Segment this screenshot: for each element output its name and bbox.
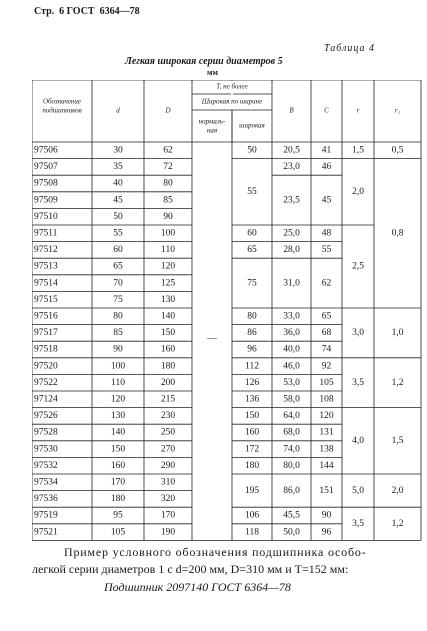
designation-cell: 97522 [34,377,58,388]
B-cell: 68,0 [283,427,300,438]
wide-cell: 172 [244,444,260,455]
header-wide: широкая [239,121,265,130]
wide-cell: 96 [247,344,257,355]
D-cell: 290 [160,460,176,471]
C-cell: 45 [321,195,332,206]
D-cell: 125 [160,278,176,289]
D-cell: 180 [160,361,176,372]
designation-cell: 97510 [34,211,58,222]
B-cell: 23,0 [283,162,300,173]
designation-cell: 97517 [34,328,58,339]
C-cell: 96 [321,527,332,538]
wide-cell: 106 [244,510,260,521]
r1-cell: 1,5 [391,435,404,446]
d-cell: 60 [113,245,123,256]
header-d: d [116,106,120,115]
designation-cell: 97532 [34,460,58,471]
designation-cell: 97507 [34,162,58,173]
B-cell: 53,0 [283,377,300,388]
header-r1: r₁ [394,106,401,115]
r-cell: 3,5 [352,518,364,529]
d-cell: 110 [111,377,125,388]
designation-cell: 97513 [34,261,58,272]
r1-cell: 2,0 [391,485,404,496]
designation-cell: 97515 [34,294,58,305]
C-cell: 144 [319,460,334,471]
r-cell: 2,5 [352,261,364,272]
d-cell: 180 [110,494,126,505]
d-cell: 95 [113,510,123,521]
D-cell: 90 [163,211,173,222]
page-header: Стр. 6 ГОСТ 6364—78 [34,6,140,17]
C-cell: 108 [319,394,334,405]
D-cell: 170 [160,510,176,521]
header-normal-line2: ная [206,126,218,135]
designation-cell: 97526 [34,411,58,422]
D-cell: 320 [160,494,176,505]
header-D: D [165,106,171,115]
C-cell: 138 [319,444,334,455]
wide-cell: 86 [247,328,257,339]
example-designation: Подшипник 2097140 ГОСТ 6364—78 [104,580,291,594]
B-cell: 46,0 [283,361,300,372]
r-cell: 2,0 [352,186,364,197]
B-cell: 80,0 [283,460,300,471]
d-cell: 40 [113,178,123,189]
B-cell: 45,5 [283,510,300,521]
B-cell: 28,0 [283,245,300,256]
d-cell: 150 [110,444,126,455]
D-cell: 230 [160,411,176,422]
d-cell: 90 [113,344,123,355]
header-normal-line1: нормаль- [198,117,226,126]
designation-cell: 97521 [34,527,58,538]
wide-cell: 195 [244,485,260,496]
C-cell: 92 [321,361,332,372]
D-cell: 190 [160,527,176,538]
r1-cell: 1,2 [391,518,404,529]
D-cell: 200 [160,377,176,388]
designation-cell: 97534 [34,477,58,488]
d-cell: 45 [113,195,123,206]
header-designation-line1: Обозначение [42,97,82,106]
C-cell: 68 [321,328,332,339]
D-cell: 120 [160,261,176,272]
designation-cell: 97512 [34,245,58,256]
d-cell: 170 [110,477,126,488]
D-cell: 160 [160,344,176,355]
header-r: r [356,106,360,115]
designation-cell: 97536 [34,494,58,505]
table-caption: Легкая широкая серии диаметров 5 [125,56,283,67]
d-cell: 120 [110,394,126,405]
C-cell: 120 [319,411,334,422]
d-cell: 50 [113,211,123,222]
d-cell: 75 [113,294,123,305]
designation-cell: 97516 [34,311,58,322]
D-cell: 250 [160,427,176,438]
d-cell: 130 [110,411,126,422]
r1-cell: 0,8 [391,228,404,239]
C-cell: 131 [319,427,334,438]
r1-cell: 1,2 [391,377,404,388]
B-cell: 74,0 [283,444,300,455]
B-cell: 23,5 [283,195,300,206]
normal-dash: — [207,333,217,344]
r-cell: 3,0 [352,328,364,339]
C-cell: 46 [321,162,332,173]
D-cell: 100 [160,228,176,239]
D-cell: 72 [163,162,173,173]
designation-cell: 97520 [34,361,58,372]
D-cell: 110 [161,245,175,256]
r-cell: 5,0 [352,485,364,496]
wide-cell: 126 [244,377,260,388]
C-cell: 151 [319,485,334,496]
designation-cell: 97506 [34,145,58,156]
r-cell: 4,0 [352,435,364,446]
d-cell: 35 [113,162,123,173]
r-cell: 1,5 [352,145,364,156]
designation-cell: 97514 [34,278,58,289]
wide-cell: 150 [244,411,260,422]
d-cell: 30 [113,145,123,156]
bearing-table [32,80,422,542]
D-cell: 310 [160,477,176,488]
designation-cell: 97511 [34,228,58,239]
D-cell: 150 [160,328,176,339]
wide-cell: 60 [247,228,257,239]
d-cell: 105 [110,527,126,538]
header-designation-line2: подшипников [42,106,82,115]
D-cell: 215 [160,394,176,405]
wide-cell: 65 [247,245,257,256]
B-cell: 33,0 [283,311,300,322]
C-cell: 105 [319,377,334,388]
C-cell: 90 [321,510,332,521]
B-cell: 40,0 [283,344,300,355]
C-cell: 55 [321,245,332,256]
B-cell: 50,0 [283,527,300,538]
wide-cell: 50 [247,145,257,156]
d-cell: 55 [113,228,123,239]
designation-cell: 97519 [34,510,58,521]
C-cell: 41 [321,145,332,156]
d-cell: 100 [110,361,126,372]
D-cell: 130 [160,294,176,305]
r1-cell: 0,5 [391,145,404,156]
wide-cell: 80 [247,311,257,322]
header-C: C [324,106,329,115]
wide-cell: 136 [244,394,260,405]
d-cell: 160 [110,460,126,471]
wide-cell: 75 [247,278,257,289]
d-cell: 85 [113,328,123,339]
D-cell: 140 [160,311,176,322]
D-cell: 80 [163,178,173,189]
B-cell: 31,0 [283,278,300,289]
r1-cell: 1,0 [391,328,404,339]
example-line-2: легкой серии диаметров 1 с d=200 мм, D=310 мм и T=152 мм: [32,562,349,576]
header-t-group: T, не более [216,82,248,91]
designation-cell: 97530 [34,444,58,455]
table-number: Таблица 4 [324,43,375,54]
designation-cell: 97124 [34,394,58,405]
D-cell: 62 [163,145,173,156]
D-cell: 85 [163,195,173,206]
B-cell: 36,0 [283,328,300,339]
C-cell: 62 [321,278,332,289]
table-caption-unit: мм [207,68,218,77]
designation-cell: 97518 [34,344,58,355]
wide-cell: 112 [245,361,259,372]
header-width-series: Широкая по ширине [201,97,263,106]
header-B: B [289,106,294,115]
designation-cell: 97509 [34,195,58,206]
designation-cell: 97528 [34,427,58,438]
B-cell: 64,0 [283,411,300,422]
wide-cell: 118 [245,527,259,538]
wide-cell: 180 [244,460,260,471]
d-cell: 140 [110,427,126,438]
B-cell: 86,0 [283,485,300,496]
B-cell: 58,0 [283,394,300,405]
bearing-table-grid [32,80,422,542]
C-cell: 65 [321,311,332,322]
C-cell: 48 [321,228,332,239]
wide-cell: 160 [244,427,260,438]
example-line-1: Пример условного обозначения подшипника особо- [64,545,367,559]
r-cell: 3,5 [352,377,364,388]
D-cell: 270 [160,444,176,455]
d-cell: 65 [113,261,123,272]
C-cell: 74 [321,344,332,355]
B-cell: 20,5 [283,145,300,156]
wide-cell: 55 [247,186,257,197]
d-cell: 80 [113,311,123,322]
B-cell: 25,0 [283,228,300,239]
designation-cell: 97508 [34,178,58,189]
d-cell: 70 [113,278,123,289]
